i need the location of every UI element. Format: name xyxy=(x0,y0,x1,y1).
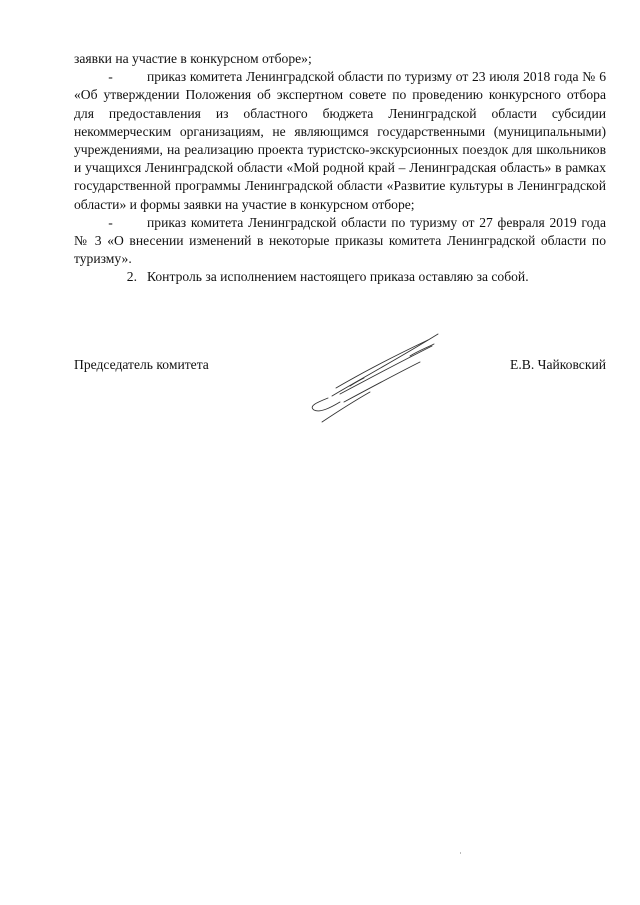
handwritten-signature xyxy=(300,318,450,428)
list-item xyxy=(74,68,606,214)
scan-speck xyxy=(460,852,461,854)
list-item-text: приказ комитета Ленинградской области по туризму от 23 июля 2018 года № 6 «Об утверждении Положения об экспертном совете по проведению конкурсного отбора для предоставления из областного бюджета Ленинградской области субсидии некоммерческим организациям, не являющимся государственными (муниципальными) учреждениями, на реализацию проекта туристско-экскурсионных поездок для школьников и учащихся Ленинградской области «Мой родной край – Ленинградская область» в рамках государственной программы Ленинградской области «Развитие культуры в Ленинградской области» и формы заявки на участие в конкурсном отборе; xyxy=(74,69,606,212)
list-item xyxy=(74,214,606,269)
bullet-marker: - xyxy=(108,214,113,230)
numbered-point xyxy=(74,268,606,286)
point-number: 2. xyxy=(126,269,137,285)
bullet-marker: - xyxy=(108,69,113,85)
continued-line: заявки на участие в конкурсном отборе»; xyxy=(74,51,312,66)
list-item-text: приказ комитета Ленинградской области по туризму от 27 февраля 2019 года № 3 «О внесении изменений в некоторые приказы комитета Ленинградской области по туризму». xyxy=(74,214,606,267)
position-title: Председатель комитета xyxy=(74,357,209,372)
document-body xyxy=(74,50,606,287)
point-text: Контроль за исполнением настоящего приказа оставляю за собой. xyxy=(147,269,529,285)
signer-name: Е.В. Чайковский xyxy=(510,357,606,372)
